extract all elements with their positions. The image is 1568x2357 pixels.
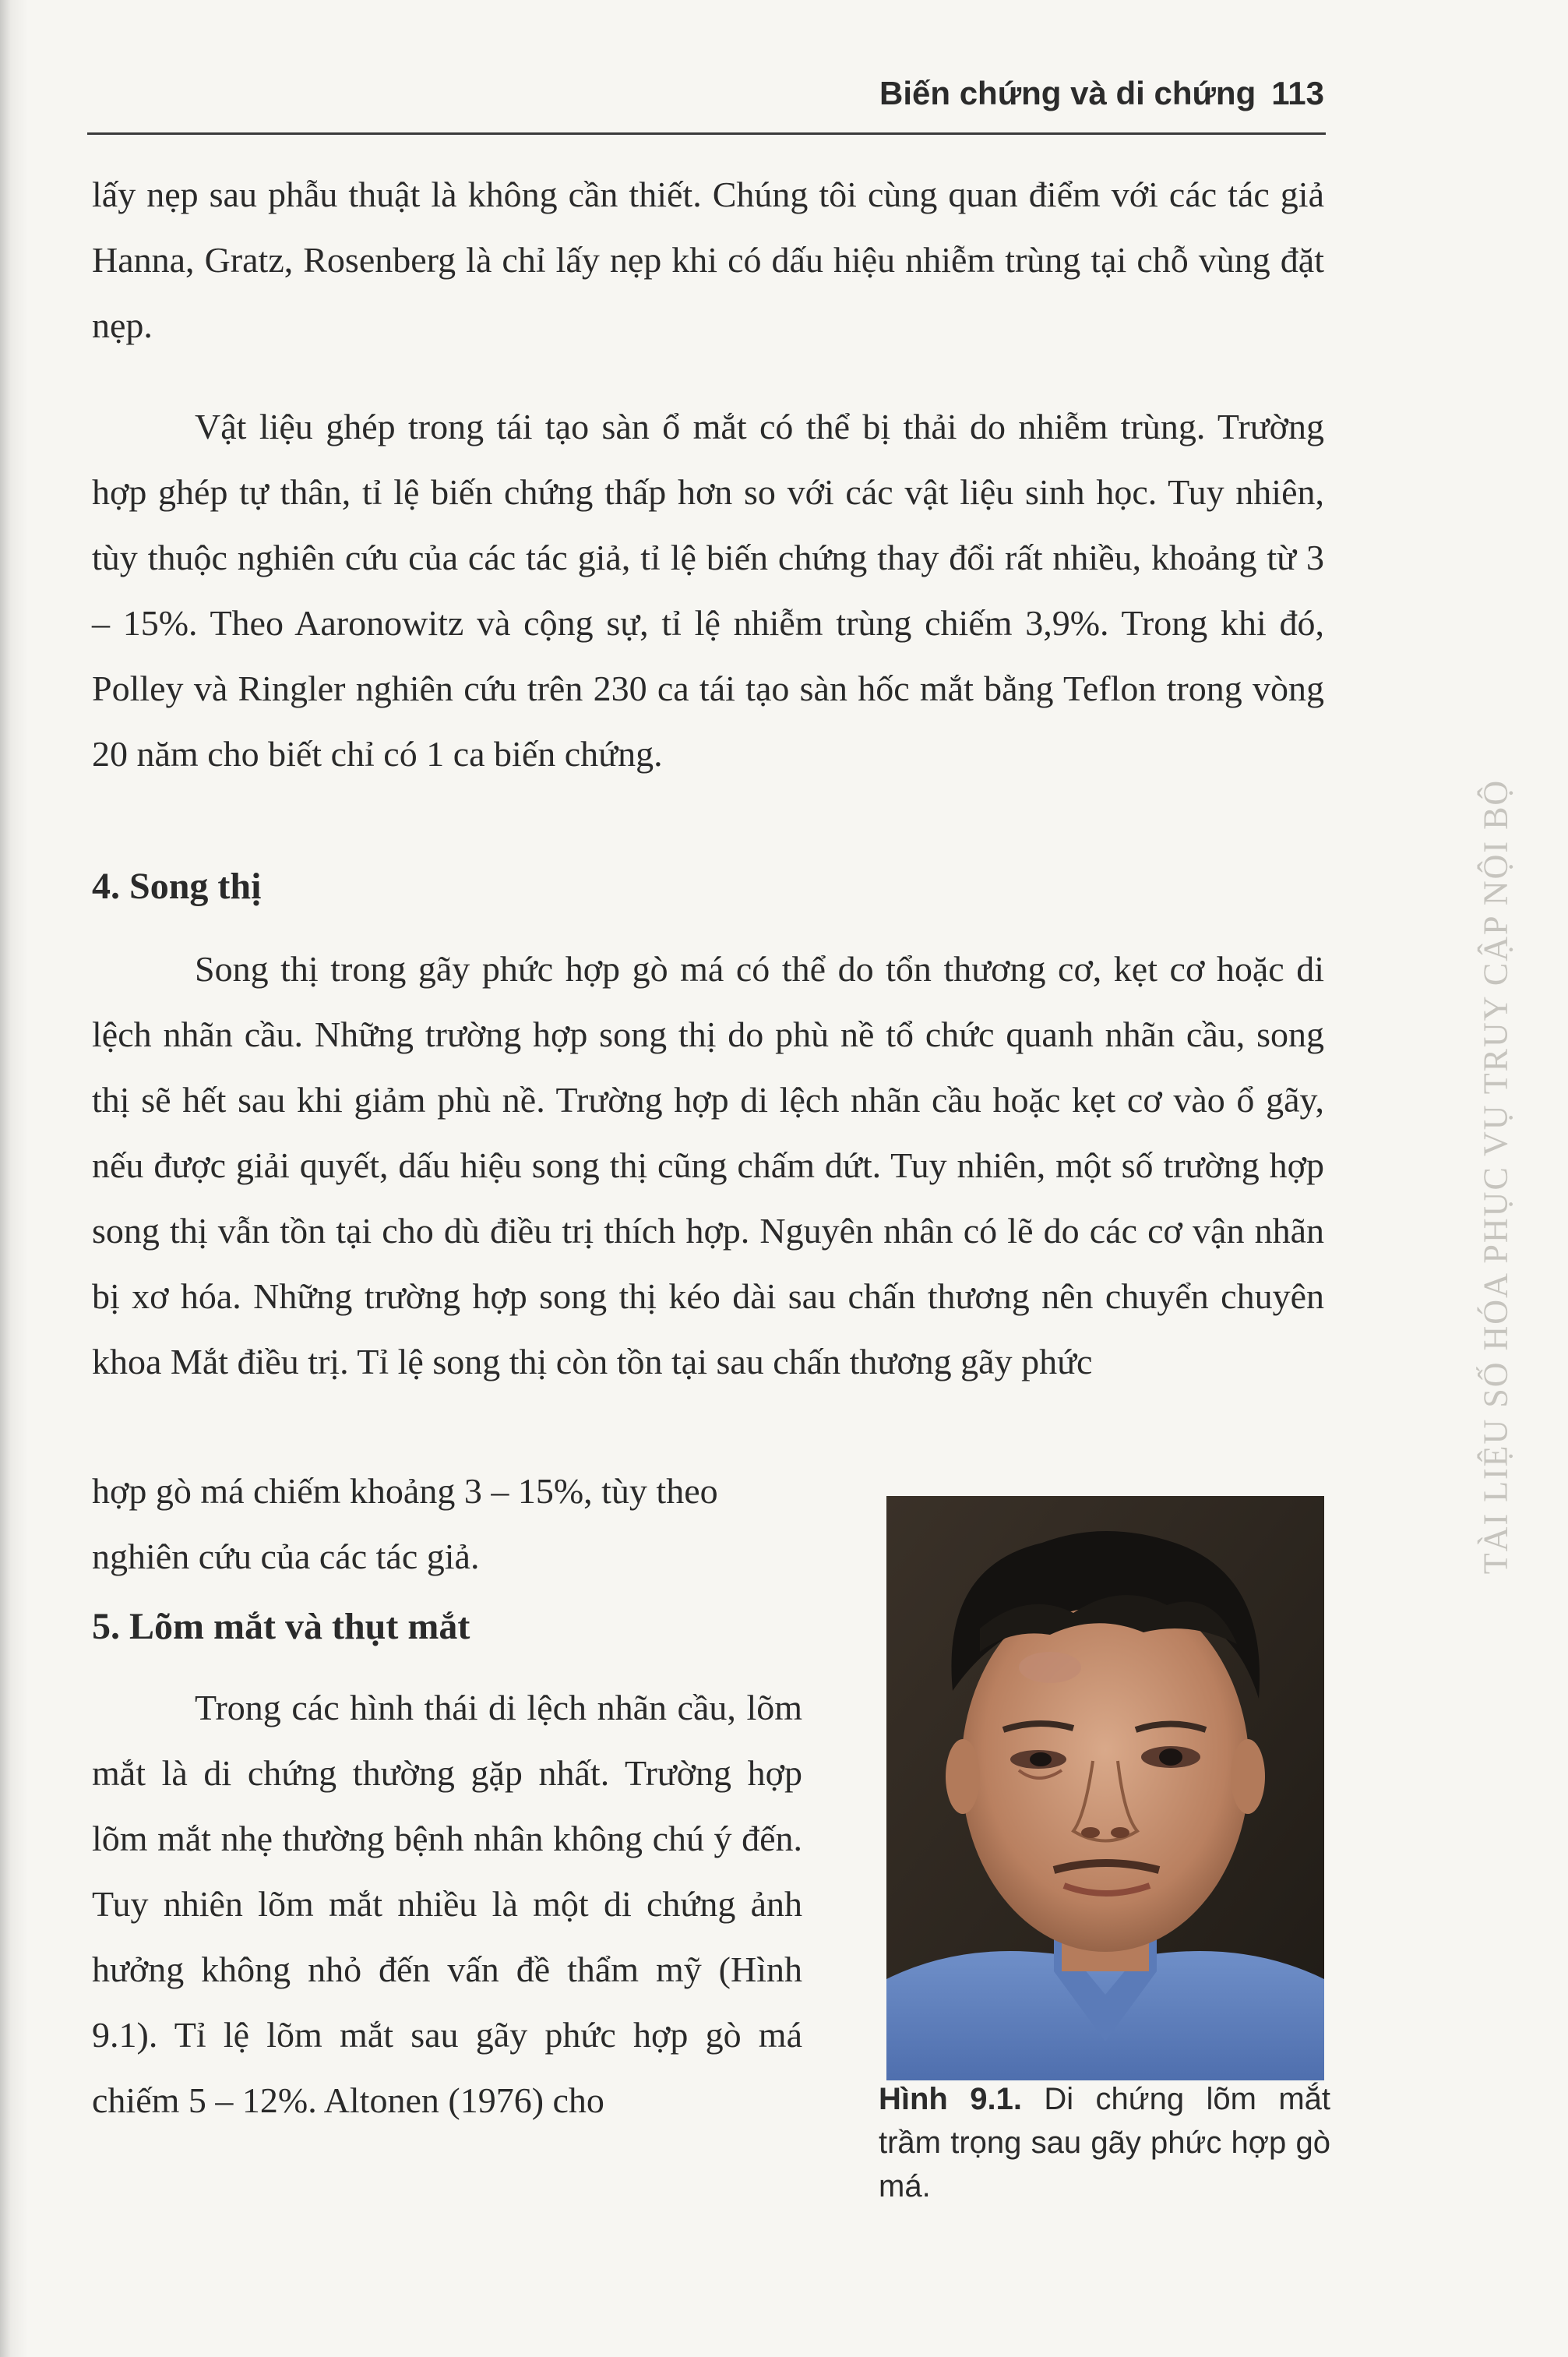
paragraph-2: Vật liệu ghép trong tái tạo sàn ổ mắt có thể bị thải do nhiễm trùng. Trường hợp ghép tự thân, tỉ lệ biến chứng thấp hơn so với các vật liệu sinh học. Tuy nhiên, tùy thuộc nghiên cứu của các tác giả, tỉ lệ biến chứng thay đổi rất nhiều, khoảng từ 3 – 15%. Theo Aaronowitz và cộng sự, tỉ lệ nhiễm trùng chiếm 3,9%. Trong khi đó, Polley và Ringler nghiên cứu trên 230 ca tái tạo sàn hốc mắt bằng Teflon trong vòng 20 năm cho biết chỉ có 1 ca biến chứng.	[92, 407, 1324, 774]
running-header	[826, 75, 1324, 112]
page-binding-edge	[0, 0, 28, 2357]
page-number: 113	[1271, 75, 1324, 111]
figure-caption-text: Di chứng lõm mắt trầm trọng sau gãy phức hợp gò má.	[879, 2082, 1330, 2204]
figure-label: Hình 9.1.	[879, 2082, 1022, 2116]
paragraph-3: Song thị trong gãy phức hợp gò má có thể do tổn thương cơ, kẹt cơ hoặc di lệch nhãn cầu. Những trường hợp song thị do phù nề tổ chức quanh nhãn cầu, song thị sẽ hết sau khi giảm phù nề. Trường hợp di lệch nhãn cầu hoặc kẹt cơ vào ổ gãy, nếu được giải quyết, dấu hiệu song thị cũng chấm dứt. Tuy nhiên, một số trường hợp song thị vẫn tồn tại cho dù điều trị thích hợp. Nguyên nhân có lẽ do các cơ vận nhãn bị xơ hóa. Những trường hợp song thị kéo dài sau chấn thương nên chuyển chuyên khoa Mắt điều trị. Tỉ lệ song thị còn tồn tại sau chấn thương gãy phức	[92, 949, 1324, 1381]
watermark: TÀI LIỆU SỐ HÓA PHỤC VỤ TRUY CẬP NỘI BỘ	[1476, 778, 1515, 1575]
header-rule	[87, 132, 1326, 135]
figure-caption	[879, 2077, 1330, 2208]
photo-illustration	[886, 1496, 1324, 2080]
chapter-title: Biến chứng và di chứng	[879, 75, 1256, 111]
section-heading-5: 5. Lõm mắt và thụt mắt	[92, 1606, 470, 1647]
section-heading-4: 4. Song thị	[92, 866, 262, 907]
paragraph-4: Trong các hình thái di lệch nhãn cầu, lõm mắt là di chứng thường gặp nhất. Trường hợp lõm mắt nhẹ thường bệnh nhân không chú ý đến. Tuy nhiên lõm mắt nhiều là một di chứng ảnh hưởng không nhỏ đến vấn đề thẩm mỹ (Hình 9.1). Tỉ lệ lõm mắt sau gãy phức hợp gò má chiếm 5 – 12%. Altonen (1976) cho	[92, 1688, 802, 2120]
paragraph-1: lấy nẹp sau phẫu thuật là không cần thiết. Chúng tôi cùng quan điểm với các tác giả Hanna, Gratz, Rosenberg là chỉ lấy nẹp khi có dấu hiệu nhiễm trùng tại chỗ vùng đặt nẹp.	[92, 175, 1324, 345]
patient-face-photo	[886, 1496, 1324, 2080]
paragraph-3-continued: hợp gò má chiếm khoảng 3 – 15%, tùy theo nghiên cứu của các tác giả.	[92, 1471, 718, 1576]
